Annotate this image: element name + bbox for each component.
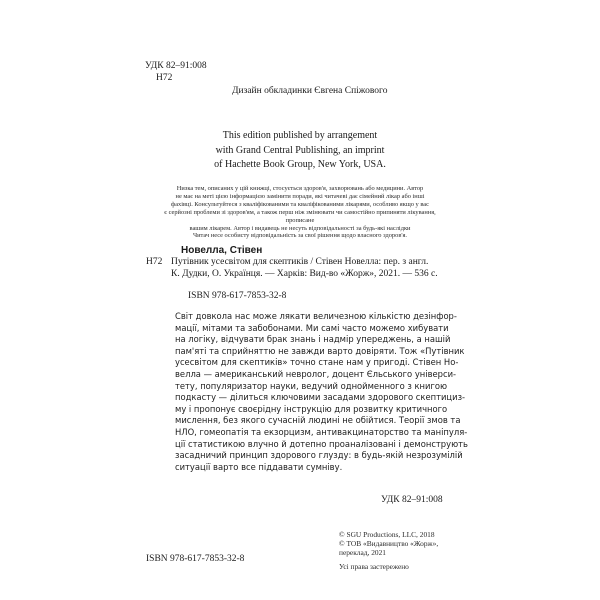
udk-code-bottom: УДК 82–91:008 [381, 495, 443, 505]
annotation-line: му і пропонує своєрідну інструкцію для розвитку критичного [175, 403, 448, 414]
annotation-line: НЛО, гомеопатія та екзорцизм, антивакцинаторство та маніпуля- [175, 426, 468, 437]
biblio-line: К. Дудки, О. Українця. — Харків: Вид-во «Жорж», 2021. — 536 с. [171, 269, 438, 280]
annotation-line: тету, популяризатор науки, ведучий однойменного з книгою [175, 380, 448, 391]
biblio-line: Путівник усесвітом для скептиків / Стівен Новелла: пер. з англ. [171, 257, 429, 267]
author-mark-mid: Н72 [146, 257, 163, 267]
copyright-line: переклад, 2021 [339, 548, 387, 558]
annotation-line: ції статистикою влучно й дотепно проаналізовані і демонструють [175, 438, 468, 449]
author-heading: Новелла, Стівен [181, 245, 263, 256]
copyright-line: © SGU Productions, LLC, 2018 [339, 530, 435, 539]
annotation-line: мації, мітами та забобонами. Ми самі часто можемо хибувати [175, 322, 449, 333]
edition-line: of Hachette Book Group, New York, USA. [214, 159, 386, 170]
isbn-record: ISBN 978-617-7853-32-8 [188, 291, 287, 301]
disclaimer-line: Читач несе особисту відповідальність за свої рішення щодо власного здоров'я. [192, 232, 408, 240]
health-disclaimer [152, 185, 448, 240]
edition-line: This edition published by arrangement [222, 130, 378, 141]
isbn-bottom: ISBN 978-617-7853-32-8 [146, 554, 245, 564]
all-rights-reserved: Усі права застережено [339, 562, 409, 571]
udk-code-top: УДК 82–91:008 [145, 61, 207, 71]
author-mark-top: Н72 [156, 73, 173, 83]
copyright-line: © ТОВ «Видавництво «Жорж», [339, 539, 439, 549]
bibliographic-record [171, 256, 454, 281]
annotation-line: подкасту — ділиться ключовими засадами здорового скептициз- [175, 392, 466, 403]
book-annotation [175, 311, 468, 473]
annotation-line: ситуації варто все піддавати сумніву. [175, 461, 343, 472]
annotation-line: усесвітом для скептиків» точно стане нам у пригоді. Стівен Но- [175, 357, 459, 368]
annotation-line: засадничий принцип здорового глузду: в будь-якій незрозумілій [175, 450, 463, 461]
disclaimer-line: Низка тем, описаних у цій книжці, стосується здоров'я, захворювань або медицини. Автор [176, 185, 424, 192]
disclaimer-line: є серйозні проблеми зі здоров'ям, а також перш ніж змінювати чи самостійно припиняти лікування, прописане [164, 208, 436, 224]
cover-design-credit: Дизайн обкладинки Євгена Спіжового [232, 86, 388, 96]
annotation-line: мислення, без якого сучасній людині не обійтися. Теорії змов та [175, 415, 461, 426]
annotation-line: велла — американський невролог, доцент Єльського універси- [175, 368, 457, 379]
annotation-line: на логіку, відчувати брак знань і надмір упереджень, а нашій [175, 334, 451, 345]
annotation-line: пам'яті та сприйняттю не завжди варто довіряти. Тож «Путівник [175, 345, 465, 356]
disclaimer-line: вашим лікарем. Автор і видавець не несуть відповідальності за будь-які наслідки [189, 224, 411, 232]
copyright-notice [339, 530, 438, 558]
edition-line: with Grand Central Publishing, an imprint [215, 144, 385, 156]
annotation-line: Світ довкола нас може лякати величезною кількістю дезінфор- [175, 311, 457, 321]
edition-notice [150, 129, 450, 173]
disclaimer-line: не має на меті цією інформацією замінити поради, які читачеві дає сімейний лікар або інші [175, 192, 425, 200]
disclaimer-line: фахівці. Консультуйтеся з кваліфікованими та кваліфікованими лікарями, особливо якщо у вас [171, 200, 429, 208]
